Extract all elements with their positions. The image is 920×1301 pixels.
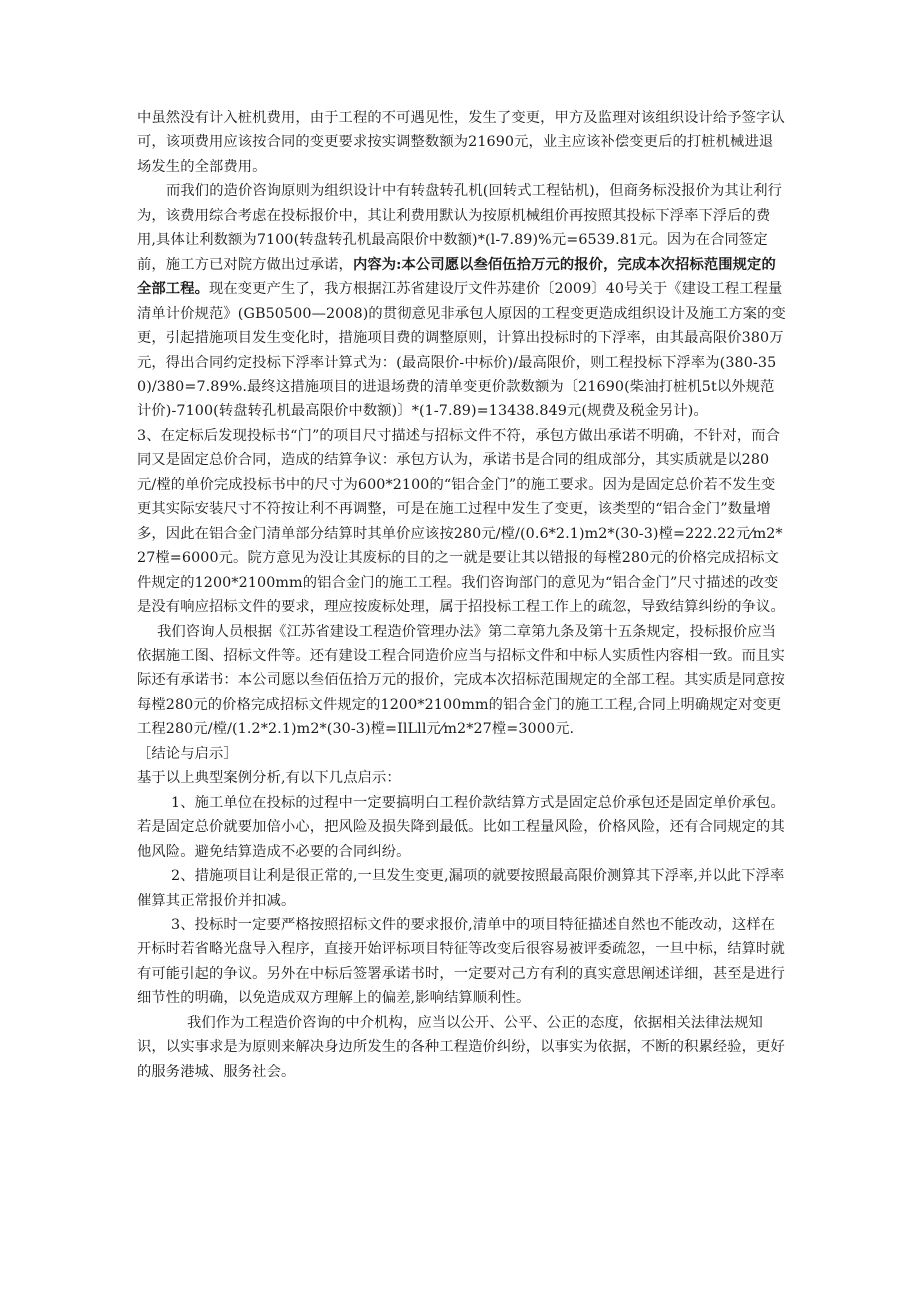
principle-bold-commitment: 内容为:本公司愿以叁佰伍拾万元的报价，完成本次招标范围规定的全部工程。 <box>137 256 776 298</box>
principle-text-part-1: 而我们的造价咨询原则为组织设计中有转盘转孔机(回转式工程钻机)，但商务标没报价为其让利行为，该费用综合考虑在投标报价中，其让利费用默认为按原机械组价再按照其投标下浮率下浮后的费用,具体让利数额为7100(转盘转孔机最高限价中数额)*(l-7.89)%元=6539.81元。因为在合同签定前，施工方已对院方做出过承诺， <box>137 183 783 273</box>
paragraph-closing: 我们作为工程造价咨询的中介机构，应当以公开、公平、公正的态度，依据相关法律法规知识，以实事求是为原则来解决身边所发生的各种工程造价纠纷，以事实为依据，不断的积累经验，更好的服务港城、服务社会。 <box>137 1014 785 1080</box>
paragraph-basis: 基于以上典型案例分析,有以下几点启示： <box>137 770 401 787</box>
document-body <box>137 106 787 1084</box>
lesson-item-2: 2、措施项目让利是很正常的,一旦发生变更,漏项的就要按照最高限价测算其下浮率,并以此下浮率催算其正常报价并扣减。 <box>137 868 785 909</box>
paragraph-consulting-principle <box>137 179 787 424</box>
lesson-item-3: 3、投标时一定要严格按照招标文件的要求报价,清单中的项目特征描述自然也不能改动，这样在开标时若省略光盘导入程序，直接开始评标项目特征等改变后很容易被评委疏忽，一旦中标，结算时就有可能引起的争议。另外在中标后签署承诺书时，一定要对己方有利的真实意思阐述详细，甚至是进行细节性的明确，以免造成双方理解上的偏差,影响结算顺利性。 <box>137 916 785 1007</box>
lesson-item-1: 1、施工单位在投标的过程中一定要搞明白工程价款结算方式是固定总价承包还是固定单价承包。若是固定总价就要加倍小心，把风险及损失降到最低。比如工程量风险，价格风险，还有合同规定的其他风险。避免结算造成不必要的合同纠纷。 <box>137 794 785 860</box>
conclusion-heading: ［结论与启示］ <box>137 745 238 762</box>
paragraph-consulting-staff: 我们咨询人员根据《江苏省建设工程造价管理办法》第二章第九条及第十五条规定，投标报价应当依据施工图、招标文件等。还有建设工程合同造价应当与招标文件和中标人实质性内容相一致。而且实际还有承诺书：本公司愿以叁佰伍拾万元的报价，完成本次招标范围规定的全部工程。其实质是同意按每樘280元的价格完成招标文件规定的1200*2100mm的铝合金门的施工工程,合同上明确规定对变更工程280元/樘/(1.2*2.1)m2*(30-3)樘=IlLll元⁄m2*27樘=3000元. <box>137 623 785 738</box>
principle-text-part-2: 现在变更产生了，我方根据江苏省建设厅文件苏建价〔2009〕40号关于《建设工程工程量清单计价规范》(GB50500—2008)的贯彻意见非承包人原因的工程变更造成组织设计及施工方案的变更，引起措施项目发生变化时，措施项目费的调整原则，计算出投标时的下浮率，由其最高限价380万元，得出合同约定投标下浮率计算式为：(最高限价-中标价)/最高限价，则工程投标下浮率为(380-350)/380=7.89%.最终这措施项目的进退场费的清单变更价款数额为〔21690(柴油打桩机5t以外规范计价)-7100(转盘转孔机最高限价中数额)〕*(1-7.89)=13438.849元(规费及税金另计)。 <box>137 281 786 420</box>
paragraph-intro-continuation: 中虽然没有计入桩机费用，由于工程的不可遇见性，发生了变更，甲方及监理对该组织设计给予签字认可，该项费用应该按合同的变更要求按实调整数额为21690元，业主应该补偿变更后的打桩机械进退场发生的全部费用。 <box>137 110 785 175</box>
paragraph-item-3: 3、在定标后发现投标书“门”的项目尺寸描述与招标文件不符，承包方做出承诺不明确，不针对，而合同又是固定总价合同，造成的结算争议：承包方认为，承诺书是合同的组成部分，其实质就是以280元/樘的单价完成投标书中的尺寸为600*2100的“铝合金门”的施工要求。因为是固定总价若不发生变更其实际安装尺寸不符按让利不再调整，可是在施工过程中发生了变更，该类型的“铝合金门”数量增多，因此在铝合金门清单部分结算时其单价应该按280元/樘/(0.6*2.1)m2*(30-3)樘=222.22元⁄m2*27樘=6000元。院方意见为没让其废标的目的之一就是要让其以错报的每樘280元的价格完成招标文件规定的1200*2100mm的铝合金门的施工工程。我们咨询部门的意见为“铝合金门”尺寸描述的改变是没有响应招标文件的要求，理应按废标处理，属于招投标工程工作上的疏忽，导致结算纠纷的争议。 <box>137 427 785 616</box>
